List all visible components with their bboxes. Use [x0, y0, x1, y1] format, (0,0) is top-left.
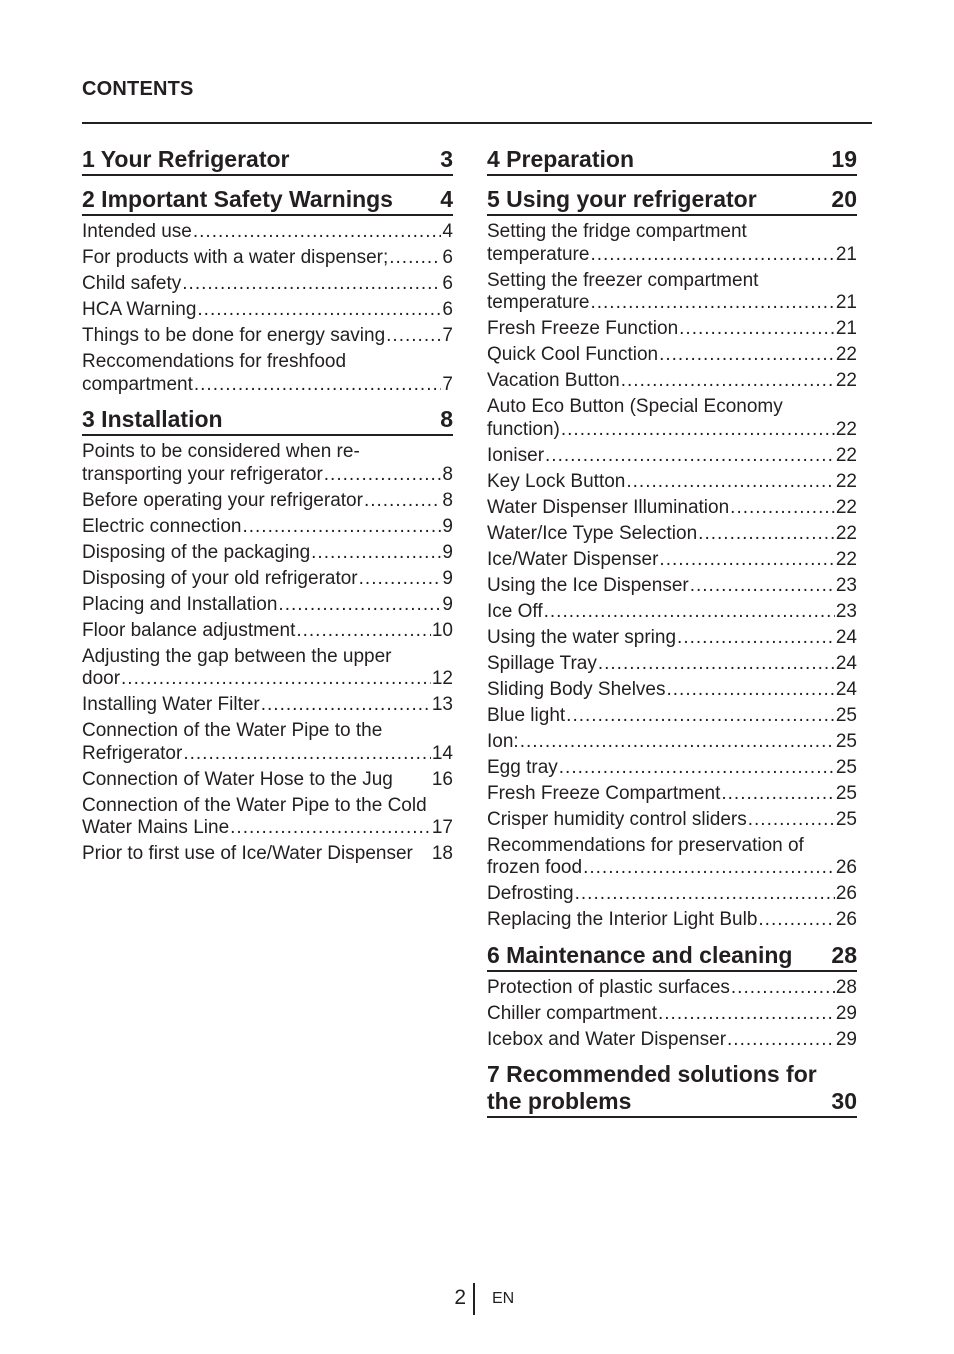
- toc-entry[interactable]: [487, 705, 857, 728]
- entry-row: [487, 757, 857, 780]
- dot-leader: [658, 1003, 835, 1026]
- toc-entry[interactable]: [487, 835, 857, 880]
- section-title: 4 Preparation: [487, 146, 634, 172]
- toc-entry[interactable]: [487, 977, 857, 1000]
- entry-row: [82, 620, 453, 643]
- entry-page-number: 17: [431, 817, 453, 838]
- entry-row: [487, 471, 857, 494]
- entry-row: [82, 325, 453, 348]
- entry-row: [487, 627, 857, 650]
- dot-leader: [690, 575, 835, 598]
- dot-leader: [727, 1029, 835, 1052]
- toc-section: [487, 146, 857, 176]
- section-entries: [487, 977, 857, 1052]
- entry-page-number: 22: [835, 522, 857, 544]
- entry-row: [82, 299, 453, 322]
- entry-page-number: 9: [442, 593, 453, 615]
- entry-row: [487, 809, 857, 832]
- entry-page-number: 22: [835, 496, 857, 518]
- entry-text: Floor balance adjustment: [82, 619, 296, 641]
- entry-page-number: 21: [835, 243, 857, 265]
- toc-entry[interactable]: [487, 909, 857, 932]
- entry-text: compartment: [82, 373, 193, 395]
- section-title: 6 Maintenance and cleaning: [487, 941, 793, 968]
- entry-page-number: 9: [442, 541, 453, 563]
- dot-leader: [230, 817, 431, 840]
- entry-text: temperature: [487, 243, 590, 265]
- entry-row: [487, 653, 857, 676]
- entry-text: Ice Off: [487, 600, 543, 622]
- entry-page-number: 25: [835, 808, 857, 830]
- dot-leader: [544, 601, 835, 624]
- toc-entry[interactable]: [487, 445, 857, 468]
- dot-leader: [575, 883, 835, 906]
- entry-text: function): [487, 418, 560, 440]
- entry-text: Defrosting: [487, 883, 574, 904]
- entry-row: [82, 769, 453, 792]
- entry-page-number: 22: [835, 470, 857, 492]
- entry-row: [487, 1029, 857, 1052]
- entry-text: Placing and Installation: [82, 593, 278, 615]
- dot-leader: [679, 318, 835, 341]
- dot-leader: [364, 490, 441, 513]
- dot-leader: [386, 325, 441, 348]
- toc-entry[interactable]: [487, 523, 857, 546]
- dot-leader: [261, 694, 431, 717]
- entry-text: Protection of plastic surfaces: [487, 976, 730, 998]
- dot-leader: [520, 731, 835, 754]
- entry-text: Vacation Button: [487, 370, 620, 391]
- entry-row: [487, 419, 857, 442]
- entry-text: Ion:: [487, 730, 519, 752]
- toc-entry[interactable]: [487, 318, 857, 341]
- toc-entry[interactable]: [82, 441, 453, 486]
- entry-row: [487, 344, 857, 367]
- section-heading[interactable]: [82, 406, 453, 436]
- entry-row: [82, 817, 453, 840]
- entry-page-number: 28: [835, 976, 857, 998]
- entry-row: [487, 731, 857, 754]
- toc-section: [82, 406, 453, 866]
- toc-entry[interactable]: [82, 247, 453, 270]
- toc-entry[interactable]: [487, 575, 857, 598]
- entry-page-number: 22: [835, 418, 857, 440]
- entry-row: [487, 318, 857, 341]
- dot-leader: [667, 679, 835, 702]
- toc-entry[interactable]: [82, 542, 453, 565]
- entry-text: Replacing the Interior Light Bulb: [487, 909, 758, 930]
- entry-text: door: [82, 668, 121, 689]
- entry-page-number: 22: [835, 444, 857, 466]
- entry-text: Child safety: [82, 273, 182, 294]
- dot-leader: [659, 344, 835, 367]
- entry-text: transporting your refrigerator: [82, 463, 323, 485]
- entry-text: Icebox and Water Dispenser: [487, 1028, 727, 1050]
- entry-row: [487, 292, 857, 315]
- entry-text: Installing Water Filter: [82, 694, 260, 715]
- toc-entry[interactable]: [82, 620, 453, 643]
- entry-page-number: 18: [431, 843, 453, 864]
- dot-leader: [621, 370, 835, 393]
- toc-entry[interactable]: [487, 344, 857, 367]
- entry-text: Disposing of the packaging: [82, 541, 311, 563]
- entry-page-number: 7: [442, 373, 453, 395]
- footer-divider: [473, 1283, 475, 1315]
- toc-section: [82, 146, 453, 176]
- entry-page-number: 14: [431, 742, 453, 764]
- entry-text: Ioniser: [487, 444, 545, 466]
- toc-entry[interactable]: [82, 351, 453, 396]
- entry-page-number: 8: [442, 463, 453, 485]
- dot-leader: [296, 620, 431, 643]
- dot-leader: [731, 977, 835, 1000]
- toc-entry[interactable]: [82, 795, 453, 840]
- entry-text: Quick Cool Function: [487, 344, 659, 365]
- entry-page-number: 21: [835, 318, 857, 339]
- entry-page-number: 21: [835, 292, 857, 313]
- dot-leader: [559, 757, 835, 780]
- entry-page-number: 22: [835, 548, 857, 570]
- section-page-number: 20: [831, 186, 857, 212]
- entry-page-number: 25: [835, 730, 857, 752]
- entry-page-number: 29: [835, 1002, 857, 1024]
- entry-row: [82, 464, 453, 487]
- entry-text-line: Recommendations for preservation of: [487, 834, 804, 856]
- toc-entry[interactable]: [82, 299, 453, 322]
- toc-entry[interactable]: [487, 627, 857, 650]
- entry-text: Ice/Water Dispenser: [487, 548, 659, 570]
- entry-page-number: 29: [835, 1028, 857, 1050]
- entry-text-line: Auto Eco Button (Special Economy: [487, 396, 783, 417]
- entry-page-number: 26: [835, 883, 857, 904]
- dot-leader: [183, 743, 431, 766]
- toc-entry[interactable]: [82, 694, 453, 717]
- section-page-number: 8: [440, 406, 453, 432]
- dot-leader: [758, 909, 834, 932]
- entry-text: Using the Ice Dispenser: [487, 574, 689, 596]
- dot-leader: [730, 497, 835, 520]
- entry-text: Prior to first use of Ice/Water Dispenser: [82, 843, 413, 864]
- entry-row: [487, 497, 857, 520]
- toc-entry[interactable]: [487, 783, 857, 806]
- toc-entry[interactable]: [82, 273, 453, 296]
- toc-section: [487, 942, 857, 1052]
- entry-page-number: 4: [442, 221, 453, 242]
- page-title: CONTENTS: [82, 78, 194, 100]
- dot-leader: [193, 221, 442, 244]
- entry-row: [82, 374, 453, 397]
- entry-text-line: Connection of the Water Pipe to the Cold: [82, 794, 427, 816]
- toc-entry[interactable]: [487, 883, 857, 906]
- entry-page-number: 8: [442, 489, 453, 511]
- dot-leader: [566, 705, 835, 728]
- entry-text: Disposing of your old refrigerator: [82, 567, 358, 589]
- entry-page-number: 25: [835, 756, 857, 778]
- entry-page-number: 13: [431, 694, 453, 715]
- entry-row: [82, 221, 453, 244]
- section-title: 2 Important Safety Warnings: [82, 186, 393, 212]
- section-heading[interactable]: [487, 942, 857, 972]
- section-page-number: 28: [831, 941, 857, 968]
- header-rule: [82, 122, 872, 124]
- entry-text: Intended use: [82, 221, 192, 242]
- entry-row: [82, 542, 453, 565]
- toc-entry[interactable]: [487, 370, 857, 393]
- section-heading[interactable]: [487, 146, 857, 176]
- entry-page-number: 26: [835, 909, 857, 930]
- entry-page-number: 26: [835, 857, 857, 878]
- dot-leader: [626, 471, 834, 494]
- entry-page-number: 6: [442, 273, 453, 294]
- entry-page-number: 23: [835, 600, 857, 622]
- toc-entry[interactable]: [82, 769, 453, 792]
- entry-row: [82, 668, 453, 691]
- dot-leader: [242, 516, 441, 539]
- dot-leader: [197, 299, 441, 322]
- entry-page-number: 6: [442, 299, 453, 320]
- section-heading[interactable]: [487, 1061, 857, 1118]
- dot-leader: [590, 292, 834, 315]
- entry-text: temperature: [487, 292, 590, 313]
- entry-page-number: 23: [835, 574, 857, 596]
- entry-text: Spillage Tray: [487, 652, 597, 674]
- toc-entry[interactable]: [487, 221, 857, 266]
- entry-row: [487, 679, 857, 702]
- entry-text: Before operating your refrigerator: [82, 489, 363, 511]
- dot-leader: [583, 857, 835, 880]
- entry-text-line: Points to be considered when re-: [82, 441, 360, 462]
- entry-row: [487, 523, 857, 546]
- dot-leader: [324, 464, 442, 487]
- entry-text: Connection of Water Hose to the Jug: [82, 768, 393, 790]
- toc-entry[interactable]: [487, 731, 857, 754]
- entry-page-number: 16: [431, 768, 453, 790]
- entry-row: [82, 490, 453, 513]
- toc-entry[interactable]: [82, 221, 453, 244]
- entry-row: [82, 843, 453, 866]
- entry-row: [82, 594, 453, 617]
- toc-section: [487, 186, 857, 932]
- toc-entry[interactable]: [487, 679, 857, 702]
- entry-text: Egg tray: [487, 756, 558, 778]
- entry-row: [487, 244, 857, 267]
- toc-entry[interactable]: [487, 653, 857, 676]
- section-title: 5 Using your refrigerator: [487, 186, 757, 212]
- entry-text: Key Lock Button: [487, 470, 626, 492]
- toc-entry[interactable]: [487, 1003, 857, 1026]
- dot-leader: [598, 653, 835, 676]
- entry-row: [487, 857, 857, 880]
- toc-entry[interactable]: [82, 843, 453, 866]
- entry-text-line: Connection of the Water Pipe to the: [82, 720, 383, 741]
- entry-text: Chiller compartment: [487, 1002, 657, 1024]
- section-heading[interactable]: [487, 186, 857, 216]
- entry-row: [487, 883, 857, 906]
- entry-page-number: 12: [431, 668, 453, 689]
- dot-leader: [659, 549, 834, 572]
- entry-text: Things to be done for energy saving: [82, 325, 386, 346]
- entry-row: [487, 601, 857, 624]
- section-title: 3 Installation: [82, 406, 223, 432]
- section-title: 7 Recommended solutions for the problems: [487, 1061, 817, 1114]
- toc-right-column: [487, 146, 857, 1128]
- entry-text-line: Setting the fridge compartment: [487, 221, 747, 242]
- entry-page-number: 24: [835, 678, 857, 700]
- entry-row: [82, 743, 453, 766]
- dot-leader: [561, 419, 835, 442]
- dot-leader: [278, 594, 441, 617]
- entry-text: HCA Warning: [82, 299, 197, 320]
- section-entries: [487, 221, 857, 932]
- entry-page-number: 7: [442, 325, 453, 346]
- page-number: 2: [454, 1286, 466, 1309]
- toc-entry[interactable]: [487, 809, 857, 832]
- section-title: 1 Your Refrigerator: [82, 146, 290, 172]
- entry-text-line: Reccomendations for freshfood: [82, 351, 347, 372]
- entry-page-number: 9: [442, 515, 453, 537]
- entry-text: Refrigerator: [82, 742, 183, 764]
- entry-page-number: 22: [835, 344, 857, 365]
- dot-leader: [182, 273, 441, 296]
- dot-leader: [748, 809, 835, 832]
- toc-entry[interactable]: [487, 471, 857, 494]
- dot-leader: [590, 244, 834, 267]
- entry-text: frozen food: [487, 857, 583, 878]
- toc-entry[interactable]: [487, 601, 857, 624]
- entry-text: Sliding Body Shelves: [487, 678, 666, 700]
- entry-text: Electric connection: [82, 515, 242, 537]
- section-entries: [82, 221, 453, 396]
- entry-text: For products with a water dispenser;: [82, 247, 389, 268]
- toc-entry[interactable]: [82, 490, 453, 513]
- dot-leader: [677, 627, 835, 650]
- toc-entry[interactable]: [487, 757, 857, 780]
- entry-text-line: Setting the freezer compartment: [487, 269, 759, 291]
- dot-leader: [194, 374, 442, 397]
- dot-leader: [311, 542, 441, 565]
- section-page-number: 3: [440, 146, 453, 172]
- entry-row: [487, 1003, 857, 1026]
- dot-leader: [721, 783, 835, 806]
- entry-row: [487, 370, 857, 393]
- toc-entry[interactable]: [82, 720, 453, 765]
- entry-page-number: 25: [835, 782, 857, 804]
- dot-leader: [121, 668, 431, 691]
- entry-row: [82, 568, 453, 591]
- entry-row: [487, 445, 857, 468]
- dot-leader: [389, 247, 441, 270]
- entry-text: Water/Ice Type Selection: [487, 522, 698, 544]
- dot-leader: [698, 523, 835, 546]
- entry-text: Blue light: [487, 704, 566, 726]
- entry-page-number: 25: [835, 704, 857, 726]
- entry-row: [82, 247, 453, 270]
- toc-entry[interactable]: [82, 516, 453, 539]
- entry-row: [82, 516, 453, 539]
- toc-section: [487, 1061, 857, 1118]
- toc-entry[interactable]: [487, 549, 857, 572]
- entry-page-number: 9: [442, 567, 453, 589]
- toc-section: [82, 186, 453, 396]
- section-heading[interactable]: [82, 186, 453, 216]
- toc-entry[interactable]: [487, 497, 857, 520]
- entry-text: Fresh Freeze Compartment: [487, 782, 721, 804]
- section-page-number: 19: [831, 146, 857, 172]
- entry-page-number: 24: [835, 652, 857, 674]
- entry-text: Using the water spring: [487, 626, 677, 648]
- toc-entry[interactable]: [487, 270, 857, 315]
- entry-text: Water Dispenser Illumination: [487, 496, 730, 518]
- entry-text: Crisper humidity control sliders: [487, 808, 747, 830]
- entry-row: [487, 705, 857, 728]
- toc-entry[interactable]: [487, 396, 857, 441]
- entry-page-number: 22: [835, 370, 857, 391]
- entry-row: [487, 909, 857, 932]
- entry-page-number: 10: [431, 619, 453, 641]
- toc-entry[interactable]: [487, 1029, 857, 1052]
- entry-row: [487, 783, 857, 806]
- toc-entry[interactable]: [82, 325, 453, 348]
- entry-page-number: 24: [835, 626, 857, 648]
- entry-row: [487, 549, 857, 572]
- entry-row: [487, 977, 857, 1000]
- section-page-number: 4: [440, 186, 453, 212]
- toc-entry[interactable]: [82, 568, 453, 591]
- section-page-number: 30: [831, 1088, 857, 1114]
- entry-text-line: Adjusting the gap between the upper: [82, 645, 392, 667]
- toc-entry[interactable]: [82, 594, 453, 617]
- dot-leader: [545, 445, 835, 468]
- entry-text: Water Mains Line: [82, 817, 230, 838]
- entry-row: [487, 575, 857, 598]
- entry-row: [82, 273, 453, 296]
- dot-leader: [359, 568, 442, 591]
- toc-entry[interactable]: [82, 646, 453, 691]
- section-heading[interactable]: [82, 146, 453, 176]
- entry-page-number: 6: [442, 247, 453, 268]
- toc-left-column: [82, 146, 453, 876]
- language-code: EN: [492, 1290, 515, 1307]
- entry-row: [82, 694, 453, 717]
- section-entries: [82, 441, 453, 866]
- entry-text: Fresh Freeze Function: [487, 318, 679, 339]
